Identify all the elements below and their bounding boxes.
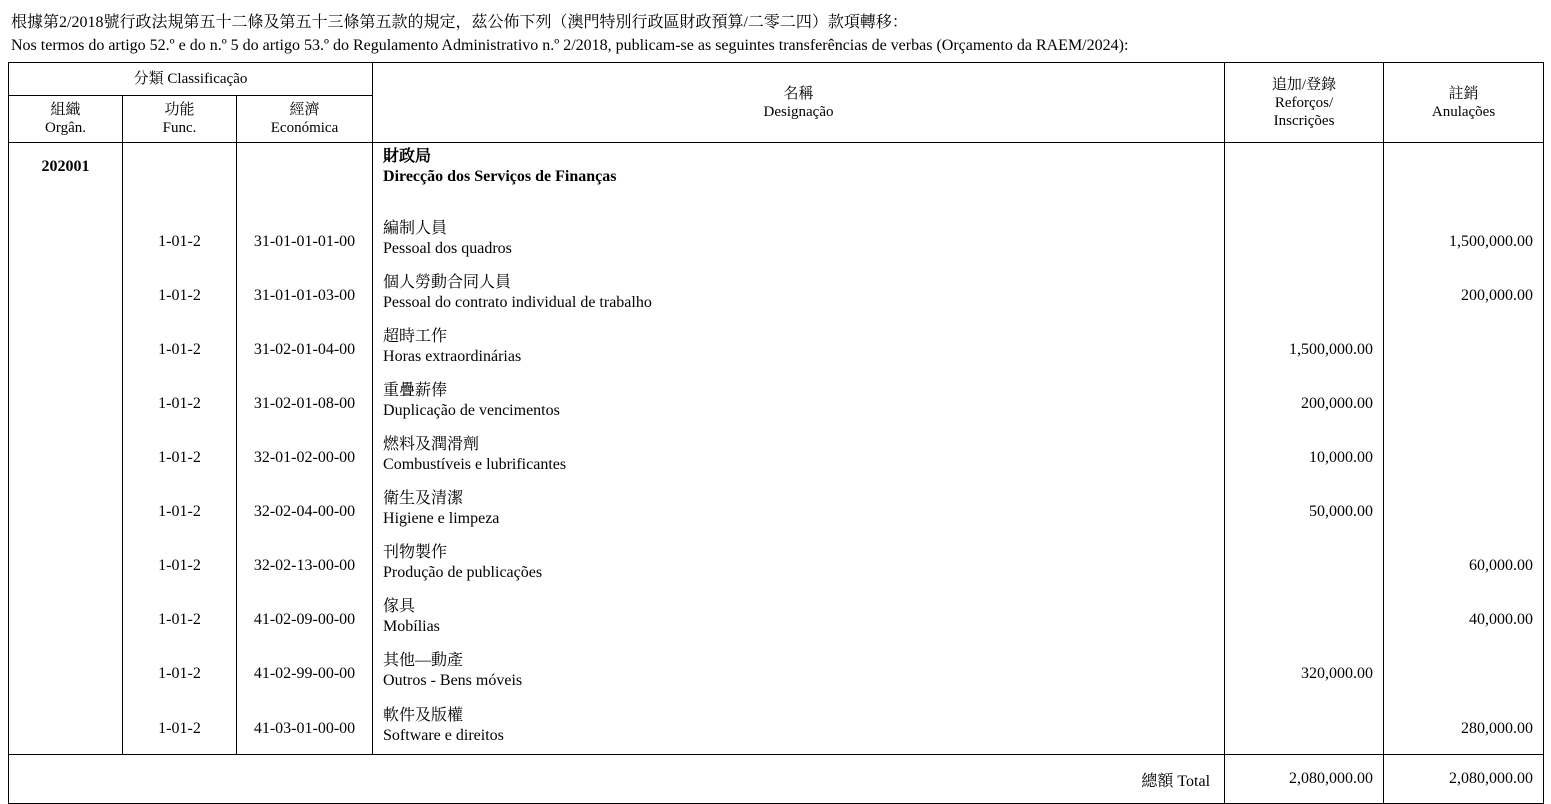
- designation-zh: 軟件及版權: [383, 707, 464, 724]
- functional-header-pt: Func.: [162, 120, 197, 136]
- table-row: [9, 320, 1544, 374]
- designation-pt: Mobílias: [383, 618, 440, 635]
- organic-cell: [9, 374, 123, 428]
- organic-cell: [9, 536, 123, 590]
- designation-pt: Higiene e limpeza: [383, 510, 500, 527]
- organic-cell: [9, 698, 123, 755]
- reinforcement-amount: 1,500,000.00: [1225, 320, 1384, 374]
- table-row: [9, 536, 1544, 590]
- reinforcement-amount: 10,000.00: [1225, 428, 1384, 482]
- cancellation-amount: 60,000.00: [1384, 536, 1544, 590]
- organ-cancellation-cell: [1384, 143, 1544, 213]
- designation-pt: Duplicação de vencimentos: [383, 402, 560, 419]
- reinforcement-amount: [1225, 266, 1384, 320]
- functional-code: 1-01-2: [123, 644, 237, 698]
- table-row: [9, 212, 1544, 266]
- designation-pt: Outros - Bens móveis: [383, 672, 523, 689]
- table-row: [9, 374, 1544, 428]
- reinforcements-header-zh: 追加/登錄: [1271, 76, 1337, 93]
- functional-code: 1-01-2: [123, 266, 237, 320]
- intro-text-portuguese: Nos termos do artigo 52.º e do n.º 5 do artigo 53.º do Regulamento Administrativo n.º 2/2018, publicam-se as seguintes transferências de verbas (Orçamento da RAEM/2024):: [11, 37, 1129, 54]
- functional-code: 1-01-2: [123, 590, 237, 644]
- cancellation-amount: [1384, 320, 1544, 374]
- designation: [373, 266, 1225, 320]
- designation: [373, 698, 1225, 755]
- reinforcement-amount: 200,000.00: [1225, 374, 1384, 428]
- functional-header: [123, 96, 237, 143]
- organic-cell: [9, 482, 123, 536]
- table-body: [9, 143, 1544, 755]
- classification-header: 分類 Classificação: [9, 63, 373, 96]
- cancellation-amount: [1384, 428, 1544, 482]
- organ-reinforcement-cell: [1225, 143, 1384, 213]
- table-row: [9, 482, 1544, 536]
- economic-code: 41-02-99-00-00: [237, 644, 373, 698]
- organic-cell: [9, 590, 123, 644]
- total-label: 總額 Total: [9, 755, 1225, 804]
- total-reinforcement: 2,080,000.00: [1225, 755, 1384, 804]
- organ-name: [373, 143, 1225, 213]
- reinforcements-header: [1225, 63, 1384, 143]
- reinforcements-header-pt2: Inscrições: [1273, 112, 1335, 129]
- organic-cell: [9, 428, 123, 482]
- economic-code: 31-02-01-04-00: [237, 320, 373, 374]
- designation-zh: 其他—動產: [383, 652, 464, 669]
- designation: [373, 374, 1225, 428]
- organ-func-cell: [123, 143, 237, 213]
- organic-cell: [9, 266, 123, 320]
- organ-row: [9, 143, 1544, 213]
- designation-pt: Horas extraordinárias: [383, 348, 522, 365]
- functional-code: 1-01-2: [123, 482, 237, 536]
- designation-zh: 個人勞動合同人員: [383, 274, 512, 291]
- functional-header-zh: 功能: [164, 102, 195, 118]
- designation: [373, 482, 1225, 536]
- organic-cell: [9, 644, 123, 698]
- budget-transfer-table: [8, 62, 1544, 804]
- reinforcement-amount: [1225, 212, 1384, 266]
- organ-name-zh: 財政局: [383, 148, 432, 165]
- cancellation-amount: [1384, 374, 1544, 428]
- total-row: [9, 755, 1544, 804]
- reinforcement-amount: 320,000.00: [1225, 644, 1384, 698]
- designation-pt: Pessoal do contrato individual de trabalho: [383, 294, 652, 311]
- reinforcement-amount: [1225, 590, 1384, 644]
- table-row: [9, 590, 1544, 644]
- designation-pt: Pessoal dos quadros: [383, 240, 512, 257]
- organic-header-zh: 組織: [50, 102, 81, 118]
- designation-zh: 衛生及清潔: [383, 490, 464, 507]
- reinforcement-amount: 50,000.00: [1225, 482, 1384, 536]
- table-header: [9, 63, 1544, 143]
- functional-code: 1-01-2: [123, 374, 237, 428]
- cancellation-amount: [1384, 482, 1544, 536]
- designation-header: [373, 63, 1225, 143]
- designation-header-zh: 名稱: [783, 85, 814, 102]
- designation-pt: Produção de publicações: [383, 564, 543, 581]
- cancellations-header-pt: Anulações: [1431, 103, 1496, 120]
- designation: [373, 536, 1225, 590]
- total-cancellation: 2,080,000.00: [1384, 755, 1544, 804]
- cancellations-header-zh: 註銷: [1448, 85, 1479, 102]
- designation: [373, 320, 1225, 374]
- economic-header-pt: Económica: [270, 120, 339, 136]
- reinforcement-amount: [1225, 698, 1384, 755]
- designation-zh: 燃料及潤滑劑: [383, 436, 480, 453]
- organ-code: 202001: [9, 143, 123, 213]
- functional-code: 1-01-2: [123, 698, 237, 755]
- designation-header-pt: Designação: [763, 103, 834, 120]
- economic-code: 41-03-01-00-00: [237, 698, 373, 755]
- organic-cell: [9, 320, 123, 374]
- cancellations-header: [1384, 63, 1544, 143]
- designation-zh: 重疊薪俸: [383, 382, 448, 399]
- organic-header: [9, 96, 123, 143]
- economic-code: 31-01-01-01-00: [237, 212, 373, 266]
- functional-code: 1-01-2: [123, 428, 237, 482]
- economic-code: 32-02-04-00-00: [237, 482, 373, 536]
- economic-code: 31-02-01-08-00: [237, 374, 373, 428]
- designation-pt: Combustíveis e lubrificantes: [383, 456, 567, 473]
- designation-zh: 傢具: [383, 598, 416, 615]
- intro-text-chinese: 根據第2/2018號行政法規第五十二條及第五十三條第五款的規定，茲公佈下列（澳門特別行政區財政預算/二零二四）款項轉移：: [11, 14, 908, 31]
- designation-pt: Software e direitos: [383, 727, 504, 744]
- table-row: [9, 266, 1544, 320]
- cancellation-amount: [1384, 644, 1544, 698]
- cancellation-amount: 280,000.00: [1384, 698, 1544, 755]
- designation: [373, 428, 1225, 482]
- designation-zh: 編制人員: [383, 220, 448, 237]
- table-row: [9, 428, 1544, 482]
- organ-name-pt: Direcção dos Serviços de Finanças: [383, 168, 617, 185]
- economic-code: 41-02-09-00-00: [237, 590, 373, 644]
- economic-header: [237, 96, 373, 143]
- designation-zh: 超時工作: [383, 328, 448, 345]
- cancellation-amount: 200,000.00: [1384, 266, 1544, 320]
- designation: [373, 590, 1225, 644]
- organic-header-pt: Orgân.: [45, 120, 86, 136]
- reinforcement-amount: [1225, 536, 1384, 590]
- cancellation-amount: 1,500,000.00: [1384, 212, 1544, 266]
- organic-cell: [9, 212, 123, 266]
- designation: [373, 644, 1225, 698]
- economic-code: 31-01-01-03-00: [237, 266, 373, 320]
- economic-code: 32-02-13-00-00: [237, 536, 373, 590]
- table-row: [9, 644, 1544, 698]
- designation-zh: 刊物製作: [383, 544, 448, 561]
- economic-header-zh: 經濟: [289, 102, 320, 118]
- organ-eco-cell: [237, 143, 373, 213]
- cancellation-amount: 40,000.00: [1384, 590, 1544, 644]
- reinforcements-header-pt1: Reforços/: [1274, 94, 1334, 111]
- economic-code: 32-01-02-00-00: [237, 428, 373, 482]
- designation: [373, 212, 1225, 266]
- functional-code: 1-01-2: [123, 536, 237, 590]
- functional-code: 1-01-2: [123, 212, 237, 266]
- table-row: [9, 698, 1544, 755]
- functional-code: 1-01-2: [123, 320, 237, 374]
